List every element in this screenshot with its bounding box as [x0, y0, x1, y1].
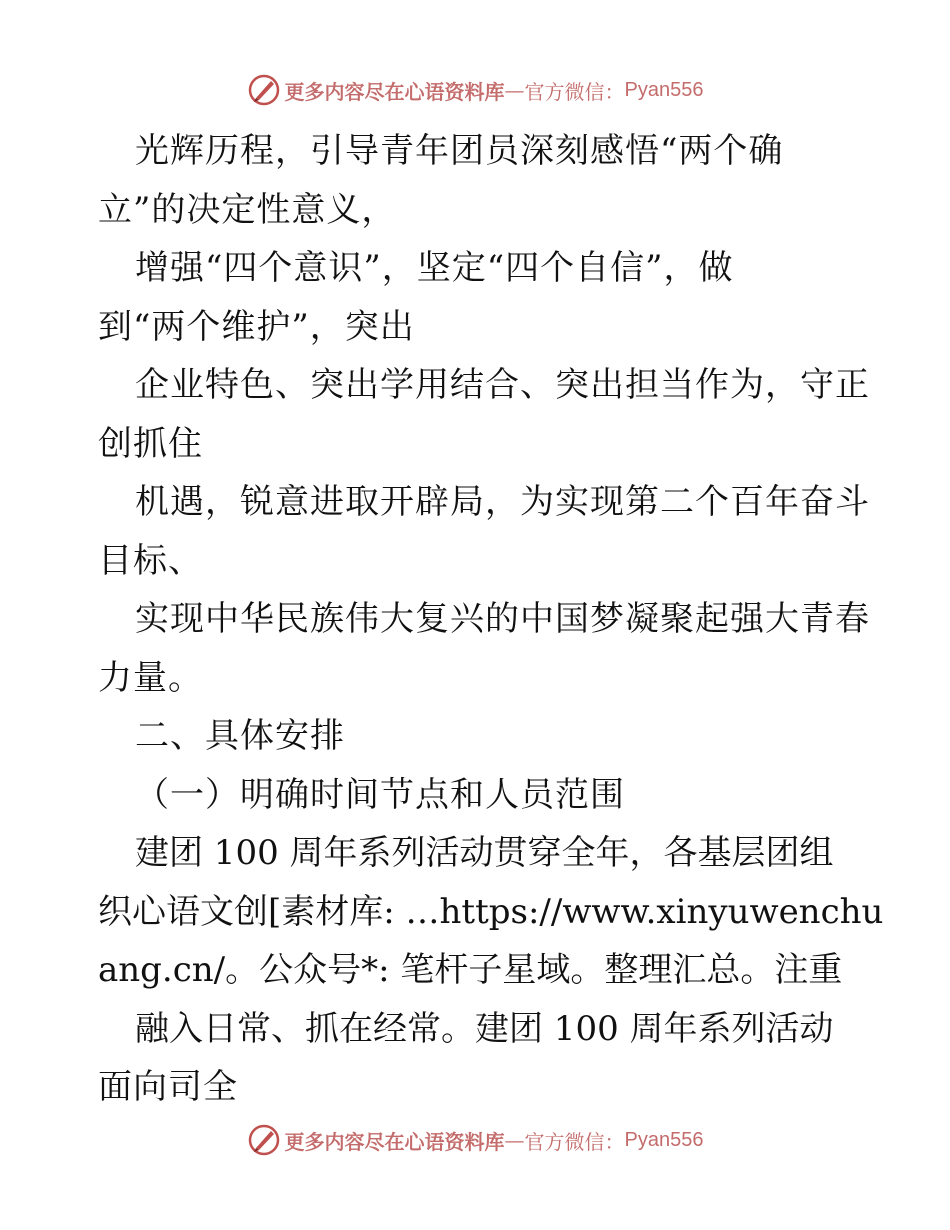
text-line: ang.cn/。公众号*: 笔杆子星域。整理汇总。注重 [98, 950, 843, 990]
text-line: 目标、 [98, 540, 203, 581]
text-line: 立”的决定性意义， [98, 189, 397, 230]
banner-wechat-label: 官方微信： [524, 79, 625, 104]
text-line: 企业特色、突出学用结合、突出担当作为，守正 [135, 365, 870, 405]
section-heading: 二、具体安排 [135, 716, 345, 756]
banner-wechat-label: 官方微信： [524, 1129, 625, 1154]
text-line: 建团 100 周年系列活动贯穿全年，各基层团组 [135, 833, 834, 873]
text-line: 面向司全 [98, 1067, 238, 1107]
footer-watermark-banner [0, 1120, 950, 1160]
banner-separator: — [504, 78, 525, 102]
banner-separator: — [504, 1128, 525, 1152]
text-line: 融入日常、抓在经常。建团 100 周年系列活动 [135, 1008, 834, 1049]
text-line: 实现中华民族伟大复兴的中国梦凝聚起强大青春 [135, 599, 870, 639]
text-line: 创抓住 [98, 423, 203, 464]
banner-wechat-id: Pyan556 [624, 78, 704, 101]
quill-seal-icon [247, 73, 281, 107]
text-line: 力量。 [98, 657, 203, 698]
banner-wechat-id: Pyan556 [624, 1128, 704, 1151]
banner-main-text: 更多内容尽在心语资料库 [284, 79, 505, 104]
text-line: 增强“四个意识”，坚定“四个自信”，做 [135, 248, 734, 288]
text-line: 到“两个维护”，突出 [98, 306, 415, 347]
banner-main-text: 更多内容尽在心语资料库 [284, 1129, 505, 1154]
header-watermark-banner [0, 70, 950, 110]
text-line: 机遇，锐意进取开辟局，为实现第二个百年奋斗 [135, 482, 870, 522]
text-line: 光辉历程，引导青年团员深刻感悟“两个确 [135, 131, 784, 171]
quill-seal-icon [247, 1123, 281, 1157]
text-line: 织心语文创[素材库: …https://www.xinyuwenchu [98, 891, 884, 932]
subsection-heading: （一）明确时间节点和人员范围 [135, 774, 625, 815]
document-body [98, 122, 884, 1117]
